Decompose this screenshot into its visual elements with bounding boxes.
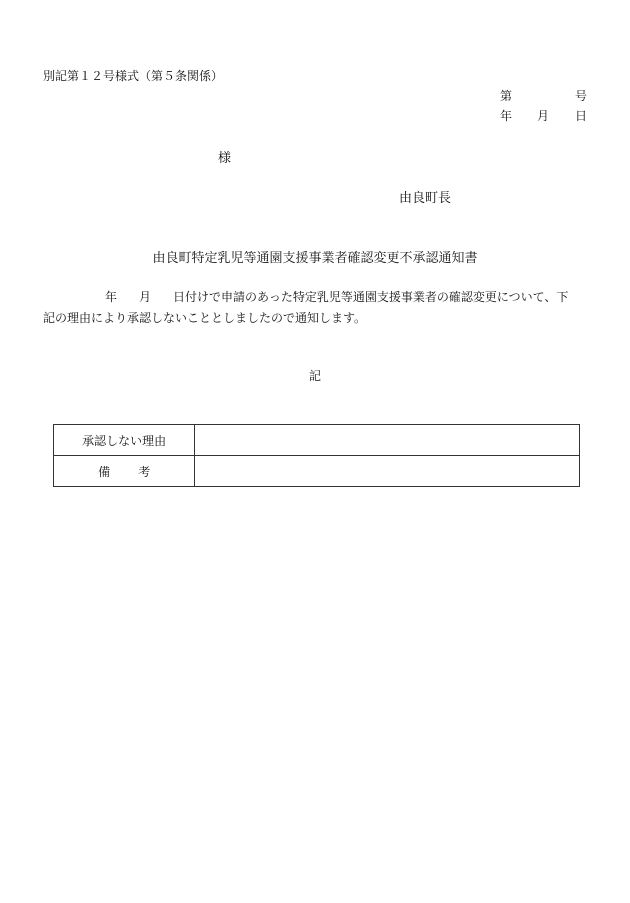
reason-label: 承認しない理由 bbox=[54, 425, 195, 456]
document-number-suffix: 号 bbox=[575, 89, 588, 103]
document-title: 由良町特定乳児等通園支援事業者確認変更不承認通知書 bbox=[152, 251, 478, 266]
body-month-label: 月 bbox=[139, 290, 152, 304]
table-row-reason bbox=[54, 425, 580, 456]
body-line-1 bbox=[43, 287, 588, 308]
remarks-label-char-2: 考 bbox=[138, 464, 151, 479]
remarks-value bbox=[195, 456, 580, 487]
form-label: 別記第１２号様式（第５条関係） bbox=[43, 69, 224, 83]
remarks-label bbox=[54, 456, 195, 487]
table-row-remarks bbox=[54, 456, 580, 487]
date-month-label: 月 bbox=[537, 109, 550, 123]
date-day-label: 日 bbox=[575, 109, 588, 123]
remarks-label-char-1: 備 bbox=[98, 464, 111, 479]
details-table bbox=[53, 424, 580, 487]
addressee-suffix: 様 bbox=[218, 151, 232, 166]
ki-heading: 記 bbox=[309, 369, 322, 383]
body-line-1-text: 日付けで申請のあった特定乳児等通園支援事業者の確認変更について、下 bbox=[173, 290, 569, 304]
date-year-label: 年 bbox=[500, 109, 513, 123]
reason-value bbox=[195, 425, 580, 456]
document-number-prefix: 第 bbox=[500, 89, 513, 103]
body-line-2: 記の理由により承認しないこととしましたので通知します。 bbox=[43, 311, 367, 325]
body-year-label: 年 bbox=[105, 290, 118, 304]
body-paragraph bbox=[43, 287, 588, 329]
sender-name: 由良町長 bbox=[399, 191, 452, 206]
